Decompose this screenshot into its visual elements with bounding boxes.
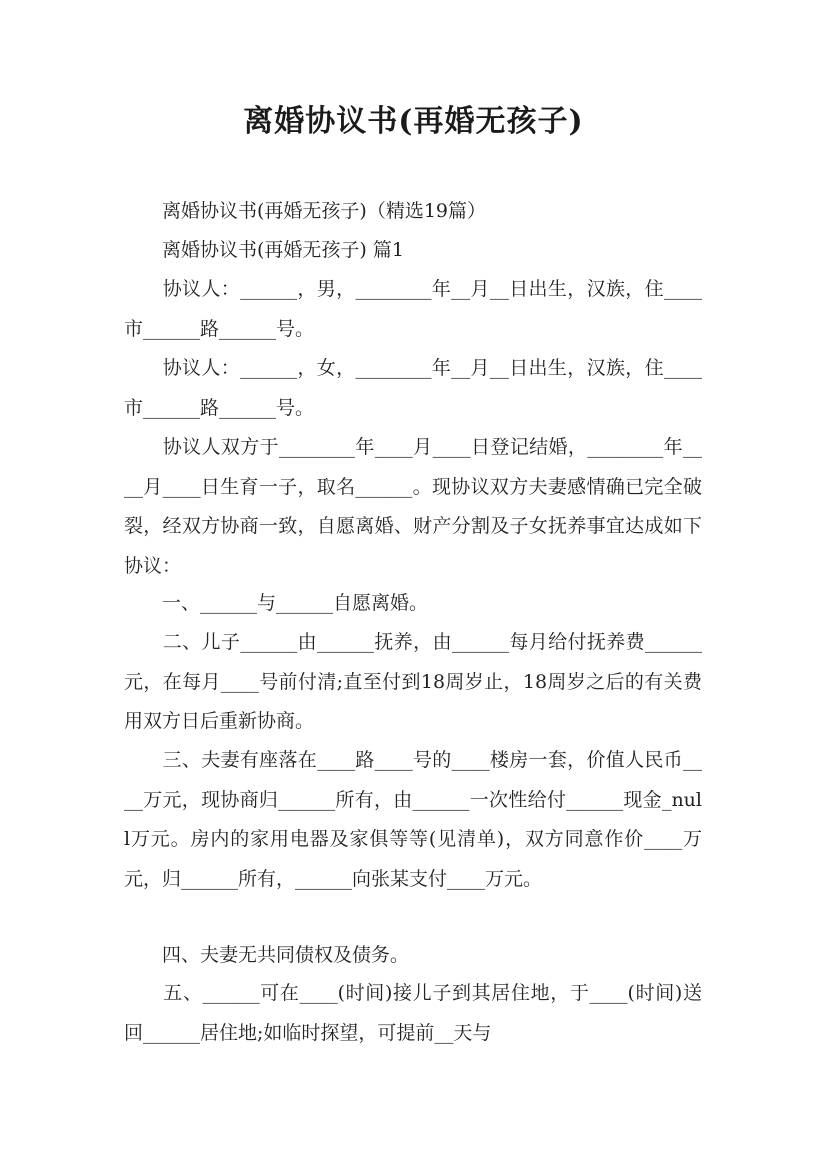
paragraph-party-male: 协议人：______，男，________年__月__日出生，汉族，住____市______路______号。 xyxy=(124,278,702,340)
paragraph-article-heading: 离婚协议书(再婚无孩子) 篇1 xyxy=(124,239,404,261)
paragraph-clause-1: 一、______与______自愿离婚。 xyxy=(124,592,429,614)
paragraph-preamble: 协议人双方于________年____月____日登记结婚，________年____月____日生育一子，取名______。现协议双方夫妻感情确已完全破裂，经双方协商一致，自愿离婚、财产分割及子女抚养事宜达成如下协议： xyxy=(124,436,702,577)
paragraph-clause-5: 五、______可在____(时间)接儿子到其居住地，于____(时间)送回______居住地;如临时探望，可提前__天与 xyxy=(124,982,702,1044)
paragraph-clause-4: 四、夫妻无共同债权及债务。 xyxy=(124,944,410,966)
paragraph-collection-heading: 离婚协议书(再婚无孩子)（精选19篇） xyxy=(124,200,487,222)
paragraph-party-female: 协议人：______，女，________年__月__日出生，汉族，住____市______路______号。 xyxy=(124,357,702,419)
paragraph-clause-3: 三、夫妻有座落在____路____号的____楼房一套，价值人民币____万元，现协商归______所有，由______一次性给付______现金_null万元。房内的家用电器及家俱等等(见清单)，双方同意作价____万元，归______所有，______向张某支付____万元。 xyxy=(124,749,702,890)
paragraph-clause-2: 二、儿子______由______抚养，由______每月给付抚养费______元，在每月____号前付清;直至付到18周岁止，18周岁之后的有关费用双方日后重新协商。 xyxy=(124,631,702,732)
document-title: 离婚协议书(再婚无孩子) xyxy=(243,104,584,139)
